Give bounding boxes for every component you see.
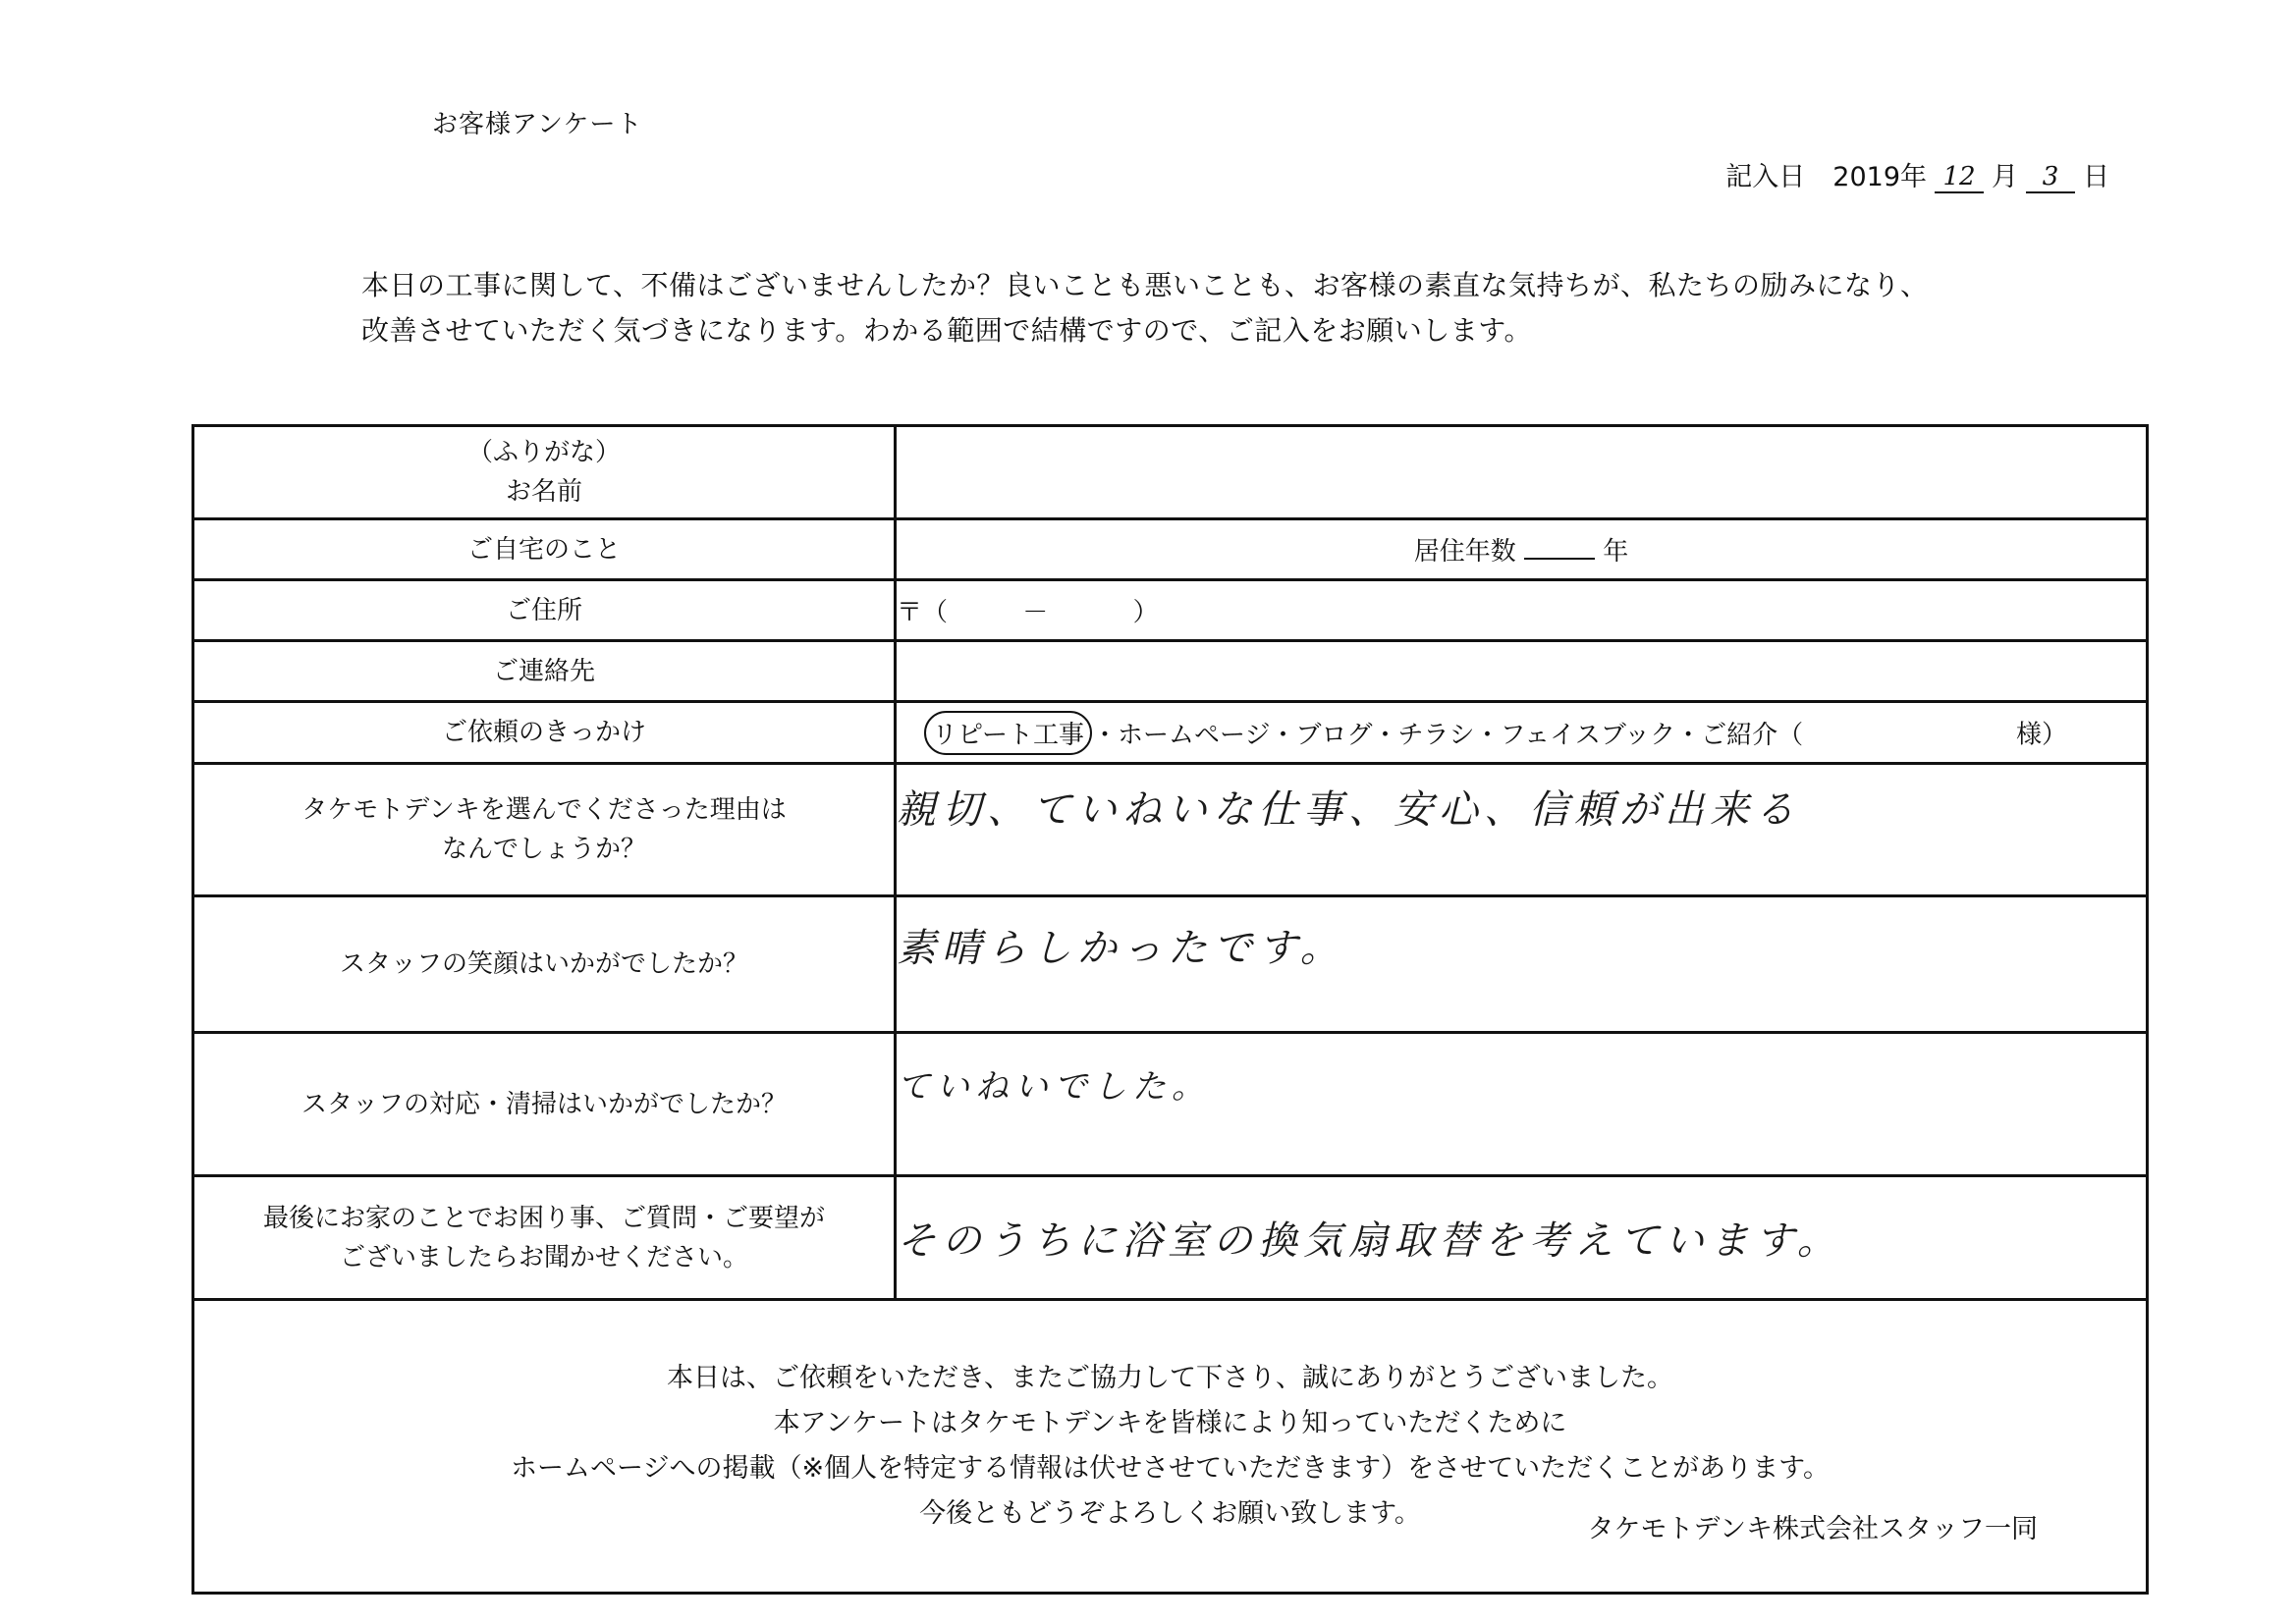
reason-label-line-1: タケモトデンキを選んでくださった理由は [301,795,787,825]
response-label: スタッフの対応・清掃はいかがでしたか？ [193,1033,896,1176]
closing-line-3: ホームページへの掲載（※個人を特定する情報は伏せさせていただきます）をさせていただくことがあります。 [511,1453,1830,1484]
date-day-unit: 日 [2083,162,2109,192]
intro-line-1: 本日の工事に関して、不備はございませんしたか？良いことも悪いことも、お客様の素直な気持ちが、私たちの励みになり、 [361,269,1929,301]
last-label-cell [193,1176,896,1300]
date-month-value[interactable]: 12 [1935,162,1984,193]
furigana-label: （ふりがな） [466,438,621,467]
survey-form-table [191,424,2149,1595]
trigger-options: ・ホームページ・ブログ・チラシ・フェイスブック・ご紹介（ [1091,720,1804,750]
trigger-label: ご依頼のきっかけ [193,702,896,764]
contact-field[interactable] [896,641,2148,702]
closing-message [193,1300,2148,1594]
address-label: ご住所 [193,580,896,641]
postal-close: ） [1132,598,1159,627]
reason-answer[interactable]: 親切、ていねいな仕事、安心、信頼が出来る [896,764,2148,896]
row-response [193,1033,2148,1176]
closing-line-1: 本日は、ご依頼をいただき、またご協力して下さり、誠にありがとうございました。 [667,1363,1673,1393]
years-unit: 年 [1603,537,1629,567]
reason-label-line-2: なんでしょうか？ [441,835,646,864]
response-answer[interactable]: ていねいでした。 [896,1033,2148,1176]
last-label-line-2: ございましたらお聞かせください。 [339,1242,748,1272]
contact-label: ご連絡先 [193,641,896,702]
smile-label: スタッフの笑顔はいかがでしたか？ [193,896,896,1033]
date-month-unit: 月 [1992,162,2018,192]
closing-line-4: 今後ともどうぞよろしくお願い致します。 [919,1498,1421,1529]
row-home [193,519,2148,580]
closing-line-2: 本アンケートはタケモトデンキを皆様により知っていただくために [773,1408,1567,1438]
name-label: お名前 [505,477,582,507]
date-year: 2019年 [1832,162,1927,192]
row-reason [193,764,2148,896]
smile-answer[interactable]: 素晴らしかったです。 [896,896,2148,1033]
date-day-value[interactable]: 3 [2026,162,2075,193]
closing-signature: タケモトデンキ株式会社スタッフ一同 [1587,1514,2038,1544]
row-address [193,580,2148,641]
last-answer[interactable]: そのうちに浴室の換気扇取替を考えています。 [896,1176,2148,1300]
postal-mark: 〒（ [897,598,949,627]
trigger-field[interactable] [896,702,2148,764]
intro-text [361,263,1928,353]
postal-dash: － [1022,598,1049,627]
reason-label-cell [193,764,896,896]
row-closing [193,1300,2148,1594]
name-label-cell [193,426,896,519]
row-trigger [193,702,2148,764]
home-label: ご自宅のこと [193,519,896,580]
home-field[interactable] [896,519,2148,580]
years-blank[interactable] [1524,534,1595,560]
row-last [193,1176,2148,1300]
address-field[interactable] [896,580,2148,641]
row-smile [193,896,2148,1033]
row-contact [193,641,2148,702]
intro-line-2: 改善させていただく気づきになります。わかる範囲で結構ですので、ご記入をお願いします。 [361,314,1532,347]
date-label: 記入日 [1725,162,1806,192]
last-label-line-1: 最後にお家のことでお困り事、ご質問・ご要望が [262,1203,825,1233]
name-field[interactable] [896,426,2148,519]
trigger-selected-option[interactable]: リピート工事 [924,711,1092,755]
row-name [193,426,2148,519]
trigger-suffix: 様） [2015,720,2067,750]
entry-date [1725,155,2109,193]
survey-title: お客様アンケート [432,110,643,139]
years-label: 居住年数 [1413,537,1516,567]
